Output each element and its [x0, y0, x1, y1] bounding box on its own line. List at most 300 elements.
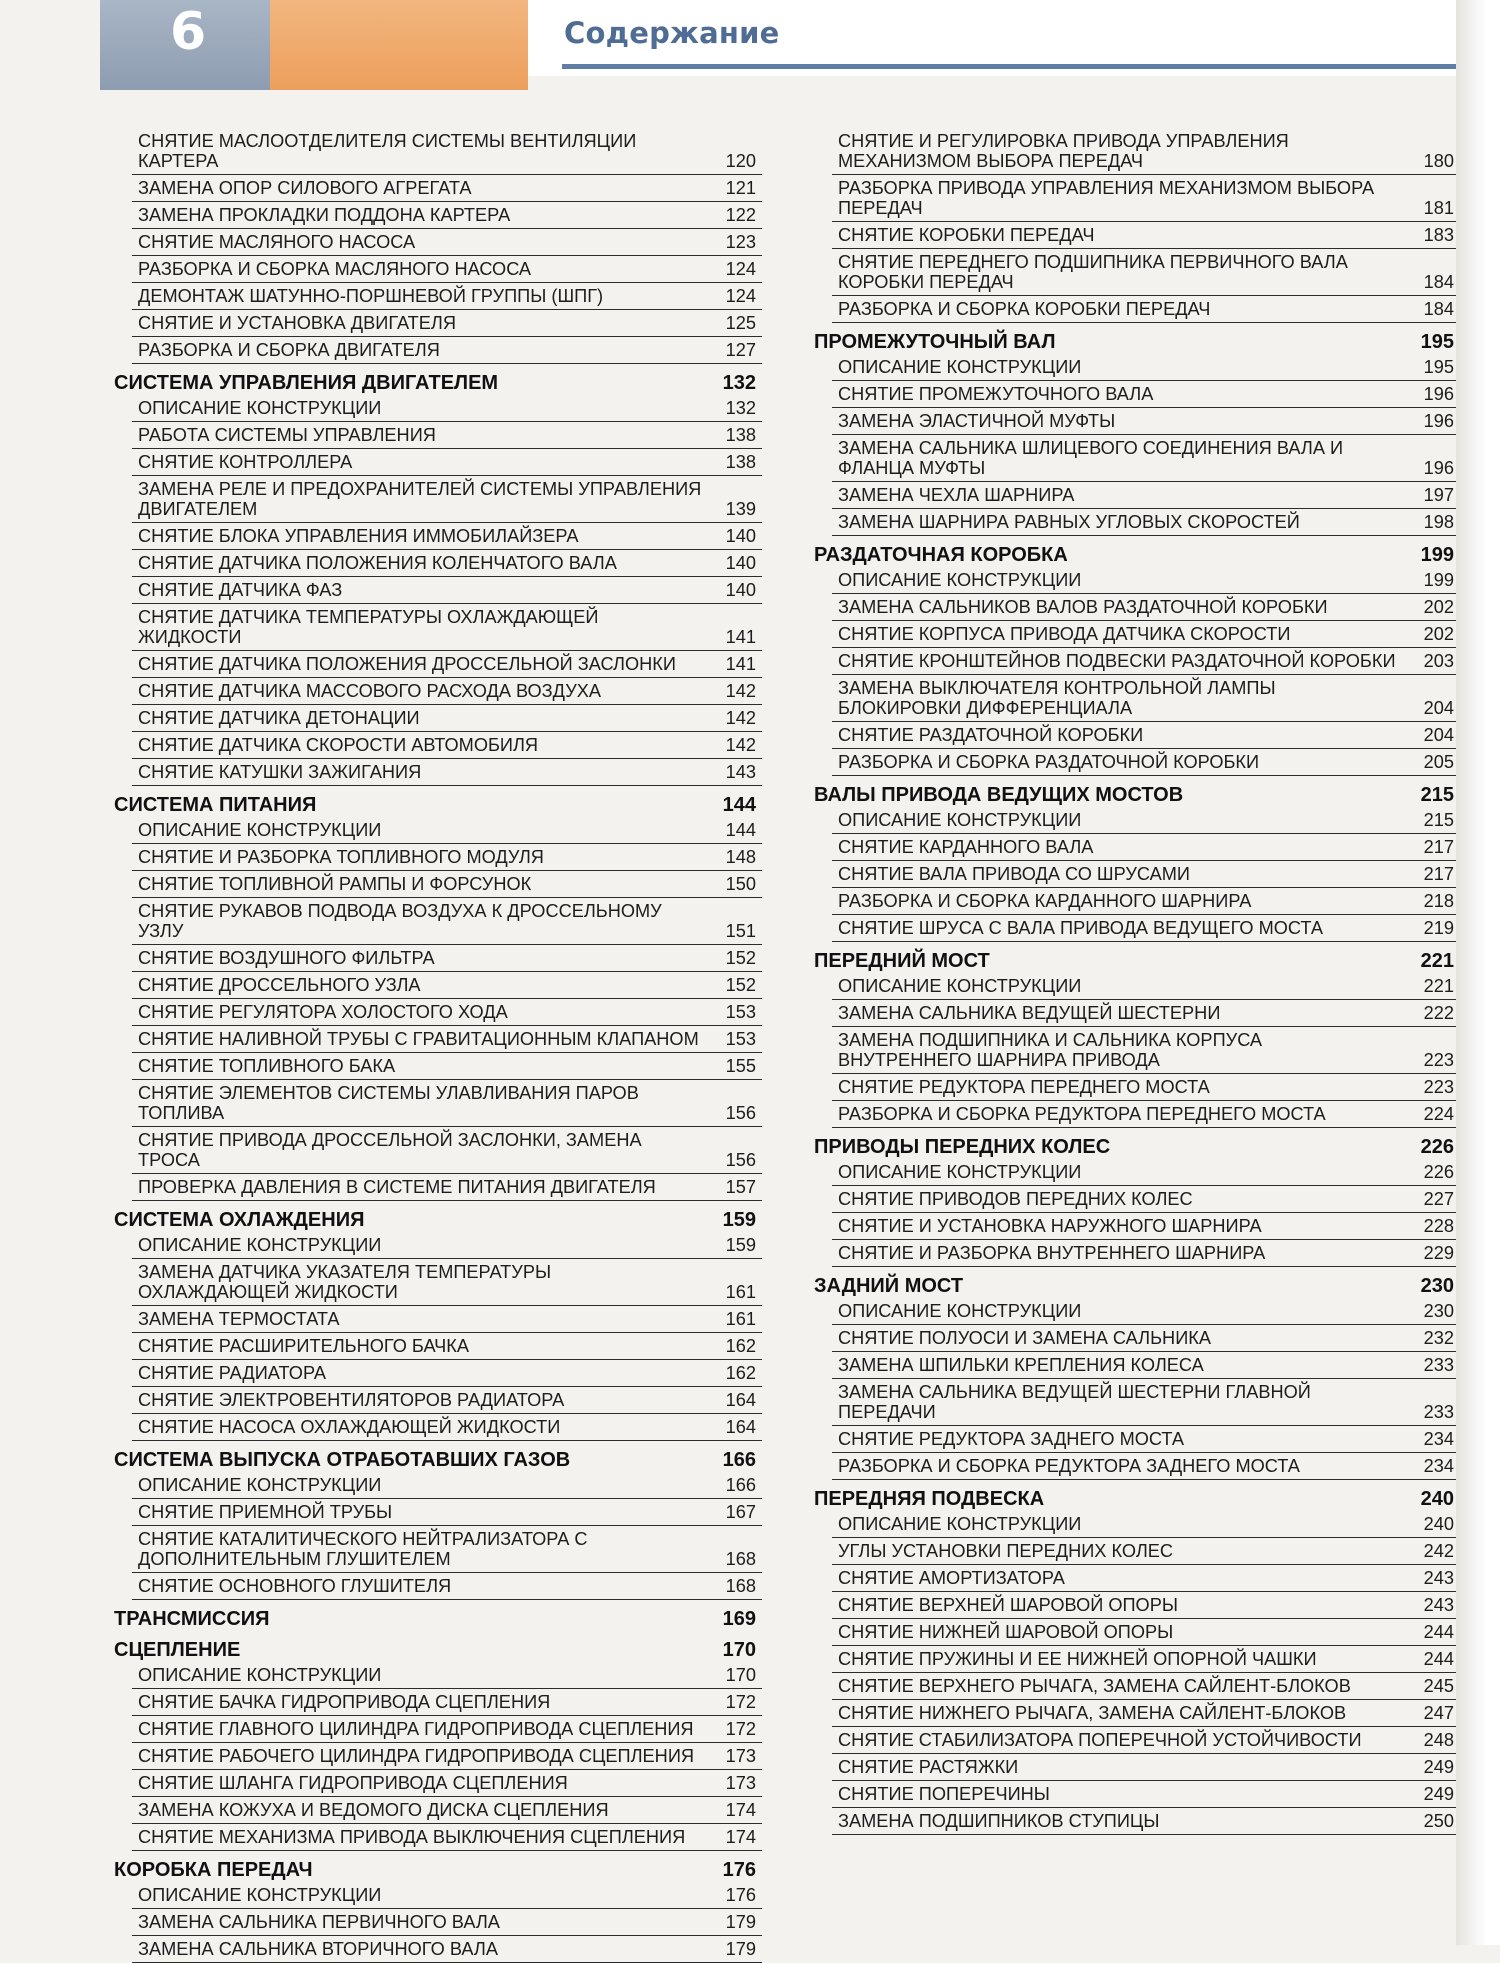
- entry-title: РАЗБОРКА И СБОРКА РЕДУКТОРА ПЕРЕДНЕГО МОСТА: [838, 1104, 1326, 1124]
- page-ref: 120: [725, 151, 756, 171]
- page-ref: 161: [725, 1282, 756, 1302]
- page-ref: 159: [722, 1209, 756, 1231]
- page-ref: 148: [725, 847, 756, 867]
- page-ref: 152: [725, 975, 756, 995]
- toc-entry: [132, 1174, 762, 1201]
- toc-entry: [832, 1781, 1460, 1808]
- toc-entry: [832, 1186, 1460, 1213]
- page-ref: 195: [1423, 357, 1454, 377]
- page-ref: 150: [725, 874, 756, 894]
- page-ref: 244: [1423, 1622, 1454, 1642]
- entry-title: СНЯТИЕ МЕХАНИЗМА ПРИВОДА ВЫКЛЮЧЕНИЯ СЦЕПЛЕНИЯ: [138, 1827, 686, 1847]
- page-ref: 156: [725, 1150, 756, 1170]
- page-ref: 215: [1423, 810, 1454, 830]
- page-ref: 234: [1423, 1456, 1454, 1476]
- page-ref: 196: [1423, 411, 1454, 431]
- entry-title: СНЯТИЕ ВЕРХНЕЙ ШАРОВОЙ ОПОРЫ: [838, 1595, 1178, 1615]
- page-ref: 196: [1423, 458, 1454, 478]
- toc-entry: [132, 732, 762, 759]
- page-ref: 132: [722, 372, 756, 394]
- section-title: СЦЕПЛЕНИЕ: [114, 1639, 241, 1661]
- page-ref: 204: [1423, 725, 1454, 745]
- toc-entry: [832, 1592, 1460, 1619]
- toc-section-heading: [812, 1134, 1460, 1159]
- page-ref: 174: [725, 1800, 756, 1820]
- section-title: СИСТЕМА УПРАВЛЕНИЯ ДВИГАТЕЛЕМ: [114, 372, 499, 394]
- entry-title: СНЯТИЕ ШРУСА С ВАЛА ПРИВОДА ВЕДУЩЕГО МОСТА: [838, 918, 1324, 938]
- page-ref: 242: [1423, 1541, 1454, 1561]
- page-ref: 249: [1423, 1784, 1454, 1804]
- entry-title: РАБОТА СИСТЕМЫ УПРАВЛЕНИЯ: [138, 425, 436, 445]
- toc-entry: [132, 759, 762, 786]
- toc-entry: [832, 1511, 1460, 1538]
- page-ref: 140: [725, 553, 756, 573]
- section-title: ПРОМЕЖУТОЧНЫЙ ВАЛ: [814, 331, 1056, 353]
- toc-entry: [832, 1754, 1460, 1781]
- toc-entry: [832, 973, 1460, 1000]
- toc-entry: [832, 408, 1460, 435]
- entry-title: СНЯТИЕ ПРОМЕЖУТОЧНОГО ВАЛА: [838, 384, 1154, 404]
- entry-title: ОПИСАНИЕ КОНСТРУКЦИИ: [138, 820, 382, 840]
- entry-title: СНЯТИЕ РУКАВОВ ПОДВОДА ВОЗДУХА К ДРОССЕЛЬНОМУ УЗЛУ: [138, 901, 662, 941]
- page-ref: 166: [725, 1475, 756, 1495]
- toc-entry: [132, 705, 762, 732]
- entry-title: СНЯТИЕ КАРДАННОГО ВАЛА: [838, 837, 1094, 857]
- entry-title: СНЯТИЕ ПОПЕРЕЧИНЫ: [838, 1784, 1050, 1804]
- entry-title: СНЯТИЕ ДАТЧИКА МАССОВОГО РАСХОДА ВОЗДУХА: [138, 681, 602, 701]
- page-ref: 173: [725, 1773, 756, 1793]
- page-ref: 250: [1423, 1811, 1454, 1831]
- toc-entry: [832, 915, 1460, 942]
- toc-entry: [132, 476, 762, 523]
- entry-title: ОПИСАНИЕ КОНСТРУКЦИИ: [838, 1162, 1082, 1182]
- toc-section-heading: [812, 782, 1460, 807]
- page-ref: 140: [725, 526, 756, 546]
- page-ref: 162: [725, 1336, 756, 1356]
- toc-entry: [132, 844, 762, 871]
- page-ref: 228: [1423, 1216, 1454, 1236]
- entry-title: ЗАМЕНА САЛЬНИКА ПЕРВИЧНОГО ВАЛА: [138, 1912, 500, 1932]
- entry-title: СНЯТИЕ КРОНШТЕЙНОВ ПОДВЕСКИ РАЗДАТОЧНОЙ КОРОБКИ: [838, 651, 1396, 671]
- toc-entry: [832, 1538, 1460, 1565]
- section-title: СИСТЕМА ОХЛАЖДЕНИЯ: [114, 1209, 365, 1231]
- entry-title: СНЯТИЕ МАСЛЯНОГО НАСОСА: [138, 232, 416, 252]
- toc-section-heading: [112, 1857, 762, 1882]
- entry-title: СНЯТИЕ ТОПЛИВНОГО БАКА: [138, 1056, 396, 1076]
- page-ref: 229: [1423, 1243, 1454, 1263]
- toc-entry: [832, 722, 1460, 749]
- entry-title: СНЯТИЕ ГЛАВНОГО ЦИЛИНДРА ГИДРОПРИВОДА СЦЕПЛЕНИЯ: [138, 1719, 694, 1739]
- entry-title: СНЯТИЕ МАСЛООТДЕЛИТЕЛЯ СИСТЕМЫ ВЕНТИЛЯЦИИ КАРТЕРА: [138, 131, 637, 171]
- entry-title: СНЯТИЕ РАБОЧЕГО ЦИЛИНДРА ГИДРОПРИВОДА СЦЕПЛЕНИЯ: [138, 1746, 695, 1766]
- toc-entry: [132, 817, 762, 844]
- page-ref: 174: [725, 1827, 756, 1847]
- page-ref: 180: [1423, 151, 1454, 171]
- page-ref: 141: [725, 654, 756, 674]
- entry-title: ЗАМЕНА САЛЬНИКА ШЛИЦЕВОГО СОЕДИНЕНИЯ ВАЛА И ФЛАНЦА МУФТЫ: [838, 438, 1344, 478]
- entry-title: СНЯТИЕ БАЧКА ГИДРОПРИВОДА СЦЕПЛЕНИЯ: [138, 1692, 551, 1712]
- book-spine-shadow: [1456, 0, 1500, 1945]
- toc-entry: [132, 1360, 762, 1387]
- toc-entry: [832, 1352, 1460, 1379]
- page-ref: 204: [1423, 698, 1454, 718]
- toc-entry: [132, 898, 762, 945]
- page-ref: 223: [1423, 1050, 1454, 1070]
- page-ref: 205: [1423, 752, 1454, 772]
- toc-entry: [132, 1909, 762, 1936]
- entry-title: ЗАМЕНА ПРОКЛАДКИ ПОДДОНА КАРТЕРА: [138, 205, 511, 225]
- entry-title: СНЯТИЕ И РЕГУЛИРОВКА ПРИВОДА УПРАВЛЕНИЯ МЕХАНИЗМОМ ВЫБОРА ПЕРЕДАЧ: [838, 131, 1289, 171]
- section-title: СИСТЕМА ВЫПУСКА ОТРАБОТАВШИХ ГАЗОВ: [114, 1449, 571, 1471]
- entry-title: СНЯТИЕ КОРОБКИ ПЕРЕДАЧ: [838, 225, 1095, 245]
- entry-title: СНЯТИЕ НИЖНЕЙ ШАРОВОЙ ОПОРЫ: [838, 1622, 1174, 1642]
- toc-entry: [832, 807, 1460, 834]
- entry-title: РАЗБОРКА И СБОРКА МАСЛЯНОГО НАСОСА: [138, 259, 532, 279]
- toc-entry: [832, 594, 1460, 621]
- toc-entry: [832, 675, 1460, 722]
- title-underline: [562, 64, 1456, 69]
- entry-title: СНЯТИЕ РЕДУКТОРА ЗАДНЕГО МОСТА: [838, 1429, 1185, 1449]
- toc-entry: [132, 1499, 762, 1526]
- entry-title: ЗАМЕНА САЛЬНИКА ВТОРИЧНОГО ВАЛА: [138, 1939, 498, 1959]
- entry-title: СНЯТИЕ НАСОСА ОХЛАЖДАЮЩЕЙ ЖИДКОСТИ: [138, 1417, 561, 1437]
- page-ref: 123: [725, 232, 756, 252]
- page-ref: 152: [725, 948, 756, 968]
- entry-title: СНЯТИЕ ВАЛА ПРИВОДА СО ШРУСАМИ: [838, 864, 1190, 884]
- toc-entry: [132, 202, 762, 229]
- page-ref: 233: [1423, 1355, 1454, 1375]
- entry-title: ЗАМЕНА ОПОР СИЛОВОГО АГРЕГАТА: [138, 178, 472, 198]
- section-title: СИСТЕМА ПИТАНИЯ: [114, 794, 317, 816]
- page-ref: 153: [725, 1029, 756, 1049]
- toc-entry: [132, 1232, 762, 1259]
- entry-title: СНЯТИЕ ПРИЕМНОЙ ТРУБЫ: [138, 1502, 393, 1522]
- page-ref: 244: [1423, 1649, 1454, 1669]
- entry-title: СНЯТИЕ ДАТЧИКА СКОРОСТИ АВТОМОБИЛЯ: [138, 735, 539, 755]
- toc-section-heading: [112, 1606, 762, 1631]
- toc-entry: [132, 871, 762, 898]
- page-ref: 151: [725, 921, 756, 941]
- entry-title: СНЯТИЕ ДРОССЕЛЬНОГО УЗЛА: [138, 975, 421, 995]
- page-ref: 122: [725, 205, 756, 225]
- entry-title: ЗАМЕНА РЕЛЕ И ПРЕДОХРАНИТЕЛЕЙ СИСТЕМЫ УПРАВЛЕНИЯ ДВИГАТЕЛЕМ: [138, 479, 702, 519]
- page-ref: 202: [1423, 624, 1454, 644]
- section-title: ЗАДНИЙ МОСТ: [814, 1275, 964, 1297]
- toc-entry: [832, 1808, 1460, 1835]
- page-ref: 141: [725, 627, 756, 647]
- toc-entry: [832, 888, 1460, 915]
- entry-title: УГЛЫ УСТАНОВКИ ПЕРЕДНИХ КОЛЕС: [838, 1541, 1174, 1561]
- toc-entry: [832, 1074, 1460, 1101]
- toc-entry: [132, 1526, 762, 1573]
- toc-entry: [832, 249, 1460, 296]
- toc-entry: [832, 567, 1460, 594]
- page-ref: 184: [1423, 299, 1454, 319]
- page-ref: 121: [725, 178, 756, 198]
- toc-entry: [832, 1240, 1460, 1267]
- page-ref: 132: [725, 398, 756, 418]
- entry-title: СНЯТИЕ НАЛИВНОЙ ТРУБЫ С ГРАВИТАЦИОННЫМ КЛАПАНОМ: [138, 1029, 699, 1049]
- entry-title: СНЯТИЕ ПОЛУОСИ И ЗАМЕНА САЛЬНИКА: [838, 1328, 1211, 1348]
- page-number: 6: [170, 2, 207, 62]
- entry-title: СНЯТИЕ ШЛАНГА ГИДРОПРИВОДА СЦЕПЛЕНИЯ: [138, 1773, 568, 1793]
- toc-entry: [832, 749, 1460, 776]
- page-ref: 168: [725, 1549, 756, 1569]
- page-ref: 240: [1423, 1514, 1454, 1534]
- entry-title: РАЗБОРКА И СБОРКА ДВИГАТЕЛЯ: [138, 340, 440, 360]
- section-title: ПРИВОДЫ ПЕРЕДНИХ КОЛЕС: [814, 1136, 1111, 1158]
- page-ref: 168: [725, 1576, 756, 1596]
- page-ref: 218: [1423, 891, 1454, 911]
- page-ref: 176: [725, 1885, 756, 1905]
- entry-title: СНЯТИЕ ТОПЛИВНОЙ РАМПЫ И ФОРСУНОК: [138, 874, 532, 894]
- entry-title: ЗАМЕНА ТЕРМОСТАТА: [138, 1309, 340, 1329]
- toc-entry: [832, 621, 1460, 648]
- toc-entry: [832, 128, 1460, 175]
- page-ref: 159: [725, 1235, 756, 1255]
- entry-title: СНЯТИЕ РЕДУКТОРА ПЕРЕДНЕГО МОСТА: [838, 1077, 1210, 1097]
- toc-entry: [132, 1573, 762, 1600]
- page-ref: 221: [1423, 976, 1454, 996]
- toc-entry: [832, 1298, 1460, 1325]
- page-ref: 224: [1423, 1104, 1454, 1124]
- page-ref: 173: [725, 1746, 756, 1766]
- entry-title: ЗАМЕНА ШПИЛЬКИ КРЕПЛЕНИЯ КОЛЕСА: [838, 1355, 1204, 1375]
- entry-title: СНЯТИЕ ПЕРЕДНЕГО ПОДШИПНИКА ПЕРВИЧНОГО ВАЛА КОРОБКИ ПЕРЕДАЧ: [838, 252, 1348, 292]
- page-ref: 249: [1423, 1757, 1454, 1777]
- entry-title: СНЯТИЕ ДАТЧИКА ТЕМПЕРАТУРЫ ОХЛАЖДАЮЩЕЙ ЖИДКОСТИ: [138, 607, 599, 647]
- toc-entry: [832, 1159, 1460, 1186]
- toc-entry: [132, 1472, 762, 1499]
- entry-title: РАЗБОРКА И СБОРКА КОРОБКИ ПЕРЕДАЧ: [838, 299, 1211, 319]
- toc-entry: [132, 1797, 762, 1824]
- entry-title: ЗАМЕНА ЭЛАСТИЧНОЙ МУФТЫ: [838, 411, 1116, 431]
- toc-entry: [132, 604, 762, 651]
- page-ref: 170: [722, 1639, 756, 1661]
- page-ref: 179: [725, 1912, 756, 1932]
- page-ref: 203: [1423, 651, 1454, 671]
- entry-title: ЗАМЕНА ВЫКЛЮЧАТЕЛЯ КОНТРОЛЬНОЙ ЛАМПЫ БЛОКИРОВКИ ДИФФЕРЕНЦИАЛА: [838, 678, 1276, 718]
- entry-title: ЗАМЕНА ДАТЧИКА УКАЗАТЕЛЯ ТЕМПЕРАТУРЫ ОХЛАЖДАЮЩЕЙ ЖИДКОСТИ: [138, 1262, 552, 1302]
- toc-section-heading: [812, 1273, 1460, 1298]
- page-number-tab: [100, 0, 270, 90]
- entry-title: СНЯТИЕ И РАЗБОРКА ВНУТРЕННЕГО ШАРНИРА: [838, 1243, 1266, 1263]
- entry-title: СНЯТИЕ КАТАЛИТИЧЕСКОГО НЕЙТРАЛИЗАТОРА С ДОПОЛНИТЕЛЬНЫМ ГЛУШИТЕЛЕМ: [138, 1529, 588, 1569]
- entry-title: ЗАМЕНА ПОДШИПНИКОВ СТУПИЦЫ: [838, 1811, 1160, 1831]
- section-title: ПЕРЕДНЯЯ ПОДВЕСКА: [814, 1488, 1045, 1510]
- toc-entry: [832, 175, 1460, 222]
- toc-entry: [132, 550, 762, 577]
- page-ref: 198: [1423, 512, 1454, 532]
- toc-entry: [132, 999, 762, 1026]
- page-ref: 247: [1423, 1703, 1454, 1723]
- page-ref: 243: [1423, 1568, 1454, 1588]
- toc-entry: [132, 523, 762, 550]
- page-ref: 179: [725, 1939, 756, 1959]
- toc-entry: [832, 1101, 1460, 1128]
- page-ref: 164: [725, 1417, 756, 1437]
- toc-section-heading: [812, 1486, 1460, 1511]
- toc-section-heading: [112, 1447, 762, 1472]
- entry-title: СНЯТИЕ ПРИВОДА ДРОССЕЛЬНОЙ ЗАСЛОНКИ, ЗАМЕНА ТРОСА: [138, 1130, 642, 1170]
- entry-title: ЗАМЕНА САЛЬНИКА ВЕДУЩЕЙ ШЕСТЕРНИ ГЛАВНОЙ ПЕРЕДАЧИ: [838, 1382, 1311, 1422]
- page-ref: 127: [725, 340, 756, 360]
- entry-title: РАЗБОРКА ПРИВОДА УПРАВЛЕНИЯ МЕХАНИЗМОМ ВЫБОРА ПЕРЕДАЧ: [838, 178, 1375, 218]
- toc-entry: [132, 1080, 762, 1127]
- entry-title: СНЯТИЕ ДАТЧИКА ФАЗ: [138, 580, 343, 600]
- toc-entry: [132, 1770, 762, 1797]
- toc-entry: [832, 1027, 1460, 1074]
- page-ref: 230: [1420, 1275, 1454, 1297]
- page-ref: 153: [725, 1002, 756, 1022]
- entry-title: ЗАМЕНА САЛЬНИКОВ ВАЛОВ РАЗДАТОЧНОЙ КОРОБКИ: [838, 597, 1328, 617]
- toc-entry: [832, 296, 1460, 323]
- entry-title: СНЯТИЕ РАСТЯЖКИ: [838, 1757, 1019, 1777]
- toc-entry: [832, 1619, 1460, 1646]
- toc-section-heading: [812, 542, 1460, 567]
- toc-entry: [832, 435, 1460, 482]
- page-ref: 197: [1423, 485, 1454, 505]
- page-ref: 181: [1423, 198, 1454, 218]
- page-title: Содержание: [564, 16, 780, 50]
- page-ref: 243: [1423, 1595, 1454, 1615]
- entry-title: СНЯТИЕ РЕГУЛЯТОРА ХОЛОСТОГО ХОДА: [138, 1002, 508, 1022]
- page-ref: 139: [725, 499, 756, 519]
- toc-entry: [132, 449, 762, 476]
- toc-entry: [132, 1716, 762, 1743]
- toc-entry: [832, 509, 1460, 536]
- entry-title: СНЯТИЕ ВОЗДУШНОГО ФИЛЬТРА: [138, 948, 435, 968]
- entry-title: ОПИСАНИЕ КОНСТРУКЦИИ: [138, 1235, 382, 1255]
- toc-entry: [132, 175, 762, 202]
- entry-title: СНЯТИЕ ВЕРХНЕГО РЫЧАГА, ЗАМЕНА САЙЛЕНТ-БЛОКОВ: [838, 1676, 1351, 1696]
- page-ref: 124: [725, 259, 756, 279]
- toc-entry: [832, 1325, 1460, 1352]
- toc-section-heading: [112, 1637, 762, 1662]
- page-ref: 219: [1423, 918, 1454, 938]
- page-ref: 234: [1423, 1429, 1454, 1449]
- page-ref: 144: [722, 794, 756, 816]
- toc-entry: [132, 1053, 762, 1080]
- entry-title: ЗАМЕНА ПОДШИПНИКА И САЛЬНИКА КОРПУСА ВНУТРЕННЕГО ШАРНИРА ПРИВОДА: [838, 1030, 1263, 1070]
- page-ref: 226: [1423, 1162, 1454, 1182]
- page-ref: 217: [1423, 864, 1454, 884]
- entry-title: ОПИСАНИЕ КОНСТРУКЦИИ: [838, 1514, 1082, 1534]
- toc-entry: [132, 1689, 762, 1716]
- entry-title: СНЯТИЕ ДАТЧИКА ДЕТОНАЦИИ: [138, 708, 420, 728]
- toc-entry: [132, 1259, 762, 1306]
- entry-title: РАЗБОРКА И СБОРКА РЕДУКТОРА ЗАДНЕГО МОСТА: [838, 1456, 1300, 1476]
- toc-entry: [132, 310, 762, 337]
- toc-right-column: [812, 128, 1460, 1835]
- toc-entry: [832, 1673, 1460, 1700]
- toc-entry: [832, 354, 1460, 381]
- page-ref: 199: [1420, 544, 1454, 566]
- entry-title: СНЯТИЕ СТАБИЛИЗАТОРА ПОПЕРЕЧНОЙ УСТОЙЧИВОСТИ: [838, 1730, 1362, 1750]
- toc-section-heading: [812, 329, 1460, 354]
- toc-entry: [832, 1000, 1460, 1027]
- section-title: ПЕРЕДНИЙ МОСТ: [814, 950, 990, 972]
- section-title: РАЗДАТОЧНАЯ КОРОБКА: [814, 544, 1068, 566]
- entry-title: СНЯТИЕ ПРИВОДОВ ПЕРЕДНИХ КОЛЕС: [838, 1189, 1193, 1209]
- entry-title: ДЕМОНТАЖ ШАТУННО-ПОРШНЕВОЙ ГРУППЫ (ШПГ): [138, 286, 604, 306]
- toc-entry: [832, 648, 1460, 675]
- toc-entry: [132, 283, 762, 310]
- page-ref: 172: [725, 1719, 756, 1739]
- page-header: [0, 0, 1500, 90]
- page-ref: 162: [725, 1363, 756, 1383]
- page-ref: 172: [725, 1692, 756, 1712]
- page-ref: 166: [722, 1449, 756, 1471]
- toc-entry: [832, 1700, 1460, 1727]
- page-ref: 142: [725, 735, 756, 755]
- toc-entry: [132, 395, 762, 422]
- entry-title: ЗАМЕНА ШАРНИРА РАВНЫХ УГЛОВЫХ СКОРОСТЕЙ: [838, 512, 1300, 532]
- toc-entry: [832, 1727, 1460, 1754]
- toc-entry: [132, 1936, 762, 1963]
- page-ref: 184: [1423, 272, 1454, 292]
- page-ref: 245: [1423, 1676, 1454, 1696]
- entry-title: ОПИСАНИЕ КОНСТРУКЦИИ: [838, 1301, 1082, 1321]
- toc-entry: [832, 1565, 1460, 1592]
- page-ref: 226: [1420, 1136, 1454, 1158]
- toc-entry: [132, 1662, 762, 1689]
- page-ref: 217: [1423, 837, 1454, 857]
- page-ref: 124: [725, 286, 756, 306]
- toc-entry: [132, 1882, 762, 1909]
- page-ref: 155: [725, 1056, 756, 1076]
- entry-title: СНЯТИЕ КОРПУСА ПРИВОДА ДАТЧИКА СКОРОСТИ: [838, 624, 1291, 644]
- page-ref: 142: [725, 708, 756, 728]
- page-ref: 157: [725, 1177, 756, 1197]
- page-ref: 215: [1420, 784, 1454, 806]
- page-ref: 156: [725, 1103, 756, 1123]
- entry-title: ЗАМЕНА КОЖУХА И ВЕДОМОГО ДИСКА СЦЕПЛЕНИЯ: [138, 1800, 609, 1820]
- toc-entry: [832, 222, 1460, 249]
- toc-entry: [132, 972, 762, 999]
- entry-title: СНЯТИЕ КАТУШКИ ЗАЖИГАНИЯ: [138, 762, 422, 782]
- entry-title: СНЯТИЕ НИЖНЕГО РЫЧАГА, ЗАМЕНА САЙЛЕНТ-БЛОКОВ: [838, 1703, 1347, 1723]
- toc-entry: [832, 1453, 1460, 1480]
- toc-entry: [132, 678, 762, 705]
- page-ref: 223: [1423, 1077, 1454, 1097]
- toc-section-heading: [112, 792, 762, 817]
- toc-entry: [832, 861, 1460, 888]
- entry-title: СНЯТИЕ И УСТАНОВКА ДВИГАТЕЛЯ: [138, 313, 456, 333]
- page-ref: 142: [725, 681, 756, 701]
- page-ref: 240: [1420, 1488, 1454, 1510]
- toc-entry: [832, 834, 1460, 861]
- toc-entry: [832, 381, 1460, 408]
- toc-entry: [132, 1127, 762, 1174]
- entry-title: СНЯТИЕ ДАТЧИКА ПОЛОЖЕНИЯ КОЛЕНЧАТОГО ВАЛА: [138, 553, 617, 573]
- page-ref: 138: [725, 452, 756, 472]
- page-ref: 143: [725, 762, 756, 782]
- toc-entry: [132, 128, 762, 175]
- entry-title: ОПИСАНИЕ КОНСТРУКЦИИ: [138, 398, 382, 418]
- toc-entry: [832, 482, 1460, 509]
- section-title: КОРОБКА ПЕРЕДАЧ: [114, 1859, 313, 1881]
- page-ref: 144: [725, 820, 756, 840]
- toc-entry: [132, 337, 762, 364]
- toc-entry: [132, 1333, 762, 1360]
- page-ref: 167: [725, 1502, 756, 1522]
- toc-entry: [132, 1306, 762, 1333]
- entry-title: ЗАМЕНА ЧЕХЛА ШАРНИРА: [838, 485, 1075, 505]
- entry-title: ОПИСАНИЕ КОНСТРУКЦИИ: [838, 810, 1082, 830]
- entry-title: ОПИСАНИЕ КОНСТРУКЦИИ: [838, 976, 1082, 996]
- entry-title: СНЯТИЕ РАСШИРИТЕЛЬНОГО БАЧКА: [138, 1336, 470, 1356]
